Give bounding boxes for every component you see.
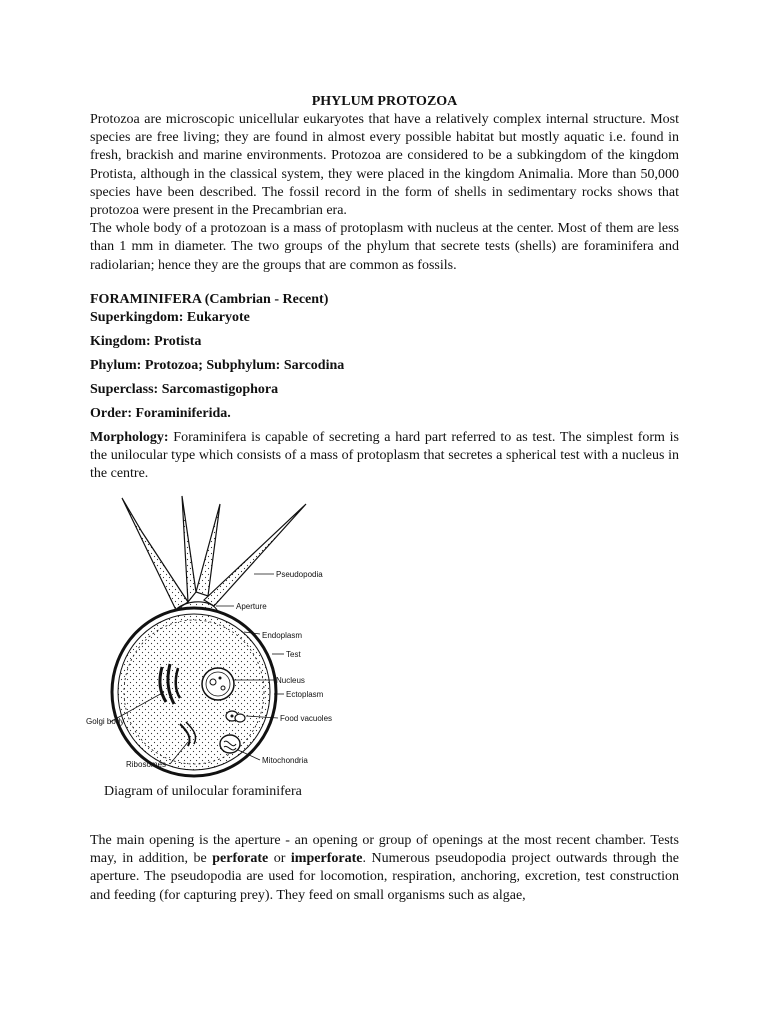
document-body [90,93,679,483]
label-aperture: Aperture [236,602,267,611]
imperforate-term: imperforate [290,851,363,867]
label-golgi-body: Golgi body [86,717,125,726]
aperture-text-2: . Numerous pseudopodia project outwards through the aperture. The pseudopodia are used for locomotion, respiration, anchoring, excretion, test construction and feeding (for capturing prey). They feed on small organisms such as algae, [90,851,679,903]
morphology-paragraph [90,429,679,484]
taxonomy-kingdom: Kingdom: Protista [90,333,202,349]
lower-section [90,832,679,905]
pseudopodia-shape [122,496,306,616]
diagram-caption: Diagram of unilocular foraminifera [104,784,302,799]
nucleus-shape [202,668,234,700]
taxonomy-phylum: Phylum: Protozoa; Subphylum: Sarcodina [90,357,345,373]
intro-paragraph-2: The whole body of a protozoan is a mass of protoplasm with nucleus at the center. Most of them are less than 1 mm in diameter. The two groups of the phylum that secrete tests (shells) are foraminifera and radiolarian; hence they are the groups that are common as fossils. [90,221,679,273]
label-ectoplasm: Ectoplasm [286,690,324,699]
mitochondria-shape [220,735,240,753]
or-word: or [268,851,291,867]
aperture-text-1: The main opening is the aperture - an opening or group of openings at the most recent chamber. Tests may, in addition, be [90,833,679,867]
taxonomy-superclass: Superclass: Sarcomastigophora [90,381,279,397]
diagram-svg [84,492,344,782]
morphology-text: Foraminifera is capable of secreting a hard part referred to as test. The simplest form is the unilocular type which consists of a mass of protoplasm that secretes a spherical test with a nucleus in the centre. [90,429,679,482]
label-food-vacuoles: Food vacuoles [280,714,333,723]
label-endoplasm: Endoplasm [262,631,303,640]
label-nucleus: Nucleus [276,676,305,685]
foraminifera-diagram [84,492,344,782]
morphology-label: Morphology: [90,429,169,445]
label-mitochondria: Mitochondria [262,756,308,765]
foraminifera-heading: FORAMINIFERA (Cambrian - Recent) [90,291,329,307]
taxonomy-superkingdom: Superkingdom: Eukaryote [90,309,250,325]
cell-body [118,614,270,770]
taxonomy-order: Order: Foraminiferida. [90,405,231,421]
label-test: Test [286,650,301,659]
intro-paragraph-1: Protozoa are microscopic unicellular eukaryotes that have a relatively complex internal structure. Most species are free living; they are found in almost every possible habitat but mostly aquatic i.e. found in fresh, brackish and marine environments. Protozoa are considered to be a subkingdom of the kingdom Protista, although in the classical system, they were placed in the kingdom Animalia. More than 50,000 species have been described. The fossil record in the form of shells in sedimentary rocks shows that protozoa were present in the Precambrian era. [90,112,679,219]
perforate-term: perforate [212,851,269,867]
label-ribosomes: Ribosomes [126,760,167,769]
page-title: PHYLUM PROTOZOA [311,94,458,109]
aperture-paragraph [90,832,679,905]
label-pseudopodia: Pseudopodia [276,570,323,579]
